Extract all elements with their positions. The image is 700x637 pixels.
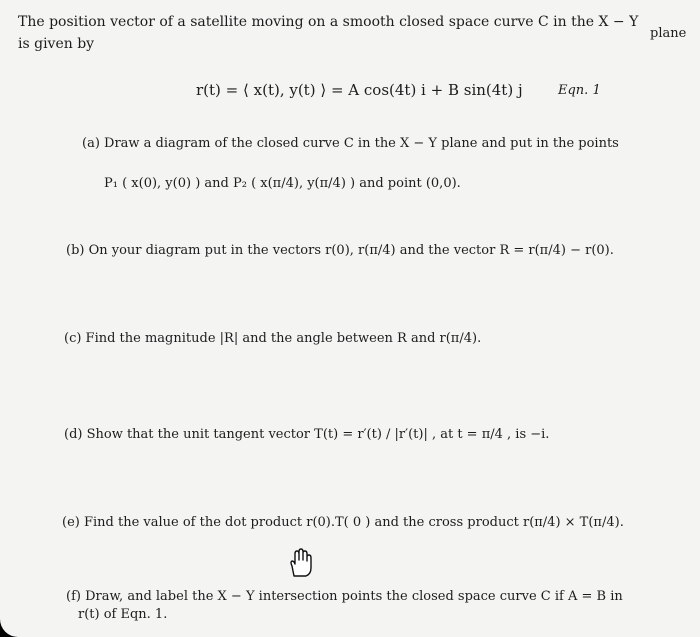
intro-line-1: The position vector of a satellite moving on a smooth closed space curve C in the X − Y bbox=[18, 14, 639, 30]
part-f-line-2: r(t) of Eqn. 1. bbox=[78, 607, 168, 622]
part-a-line-2: P₁ ( x(0), y(0) ) and P₂ ( x(π/4), y(π/4) ) and point (0,0). bbox=[104, 176, 461, 191]
position-vector-equation: r(t) = ⟨ x(t), y(t) ⟩ = A cos(4t) i + B sin(4t) j bbox=[196, 81, 523, 99]
part-d: (d) Show that the unit tangent vector T(t) = r′(t) / |r′(t)| , at t = π/4 , is −i. bbox=[64, 427, 550, 442]
part-e: (e) Find the value of the dot product r(0).T( 0 ) and the cross product r(π/4) × T(π/4). bbox=[62, 515, 624, 530]
part-c: (c) Find the magnitude |R| and the angle between R and r(π/4). bbox=[64, 331, 482, 346]
intro-line-2: is given by bbox=[18, 36, 95, 52]
hand-cursor-icon bbox=[282, 546, 316, 580]
equation-tag: Eqn. 1 bbox=[558, 83, 601, 98]
intro-plane-word: plane bbox=[650, 26, 687, 41]
part-b: (b) On your diagram put in the vectors r(0), r(π/4) and the vector R = r(π/4) − r(0). bbox=[66, 243, 614, 258]
part-f-line-1: (f) Draw, and label the X − Y intersection points the closed space curve C if A = B in bbox=[66, 589, 623, 604]
part-a-line-1: (a) Draw a diagram of the closed curve C in the X − Y plane and put in the points bbox=[82, 136, 619, 151]
